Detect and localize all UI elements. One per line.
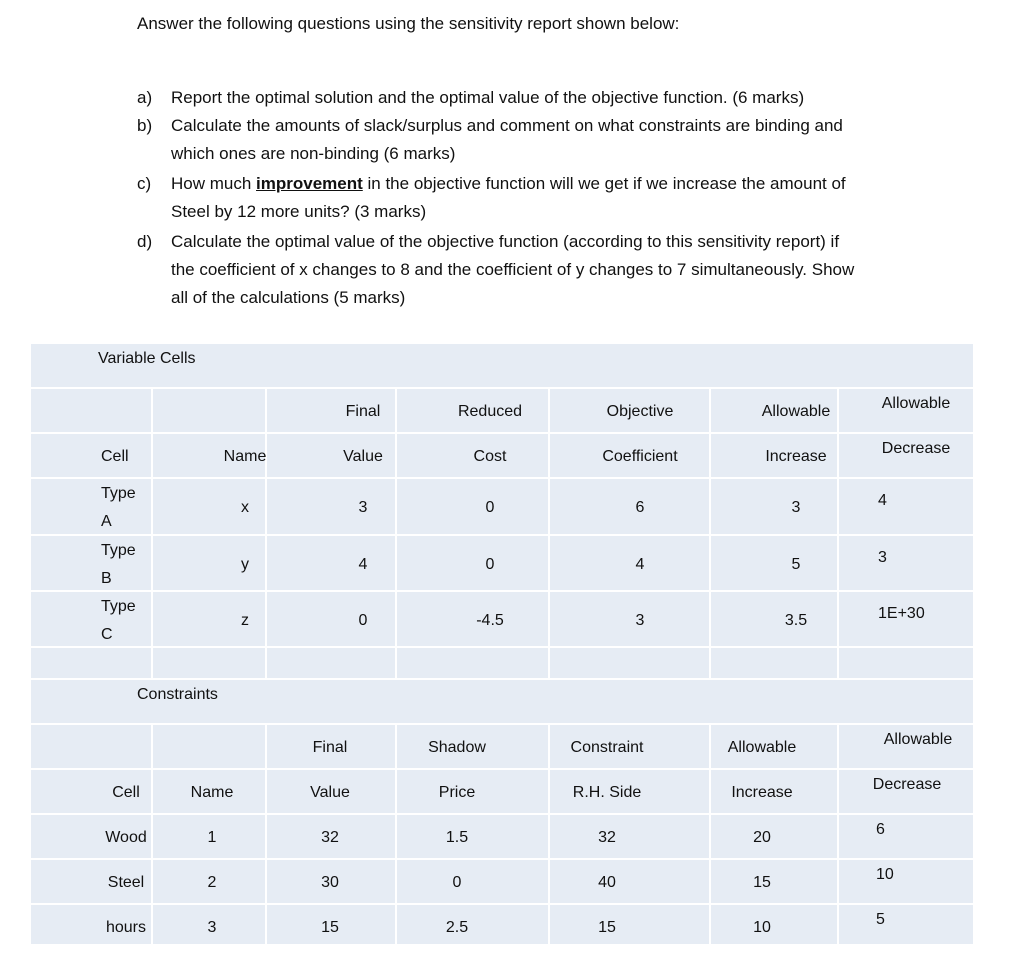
allowable-decrease: 6 <box>876 821 885 838</box>
shadow-price: 2.5 <box>445 919 469 936</box>
header-coefficient: Coefficient <box>602 448 678 465</box>
reduced-cost: 0 <box>485 556 495 573</box>
header-cell: Cell <box>112 784 140 801</box>
variable-cells-title: Variable Cells <box>98 350 196 367</box>
header-increase: Increase <box>731 784 793 801</box>
variable-name: y <box>241 556 249 573</box>
header-constraint: Constraint <box>570 739 644 756</box>
header-allowable-decrease: Allowable <box>883 731 953 748</box>
allowable-increase: 3 <box>791 499 801 516</box>
improvement-emphasis: improvement <box>256 174 363 193</box>
shadow-price: 0 <box>452 874 462 891</box>
allowable-increase: 10 <box>753 919 771 936</box>
question-text: Report the optimal solution and the optimal value of the objective function. (6 marks) <box>171 88 805 107</box>
final-value: 0 <box>358 612 368 629</box>
cell-label: Type <box>101 485 136 502</box>
question-text: How much improvement in the objective function will we get if we increase the amount of Steel by 12 more units? (3 marks) <box>171 174 846 221</box>
variable-name: z <box>241 612 249 629</box>
header-final: Final <box>345 403 381 420</box>
objective-coefficient: 3 <box>635 612 645 629</box>
constraints-header-row-2 <box>31 770 975 815</box>
cell-label: A <box>101 513 112 530</box>
allowable-increase: 20 <box>753 829 771 846</box>
question-text: Calculate the amounts of slack/surplus and comment on what constraints are binding and which ones are non-binding (6 marks) <box>171 116 843 163</box>
header-name: Name <box>223 448 267 465</box>
question-label: a) <box>137 88 153 107</box>
rh-side: 15 <box>598 919 616 936</box>
final-value: 4 <box>358 556 368 573</box>
header-objective: Objective <box>606 403 674 420</box>
header-cell: Cell <box>101 448 129 465</box>
constraint-cell: hours <box>105 919 147 936</box>
final-value: 32 <box>321 829 339 846</box>
allowable-decrease: 5 <box>876 911 885 928</box>
reduced-cost: 0 <box>485 499 495 516</box>
instructions: Answer the following questions using the sensitivity report shown below: <box>137 14 680 33</box>
constraint-name: 2 <box>207 874 217 891</box>
header-name: Name <box>190 784 234 801</box>
table-row <box>31 905 975 946</box>
question-label: c) <box>137 174 152 193</box>
constraint-cell: Steel <box>107 874 145 891</box>
allowable-decrease: 4 <box>878 492 887 509</box>
allowable-increase: 15 <box>753 874 771 891</box>
allowable-decrease: 10 <box>876 866 894 883</box>
table-row <box>31 479 975 536</box>
reduced-cost: -4.5 <box>476 612 504 629</box>
cell-label: Type <box>101 542 136 559</box>
sensitivity-report-table <box>31 344 975 946</box>
question-label: d) <box>137 232 153 251</box>
constraint-name: 3 <box>207 919 217 936</box>
spacer-row <box>31 648 975 680</box>
rh-side: 40 <box>598 874 616 891</box>
header-increase: Increase <box>765 448 827 465</box>
allowable-decrease: 1E+30 <box>878 605 925 622</box>
header-shadow: Shadow <box>428 739 486 756</box>
cell-label: B <box>101 570 112 587</box>
header-decrease: Decrease <box>872 776 942 793</box>
header-decrease: Decrease <box>881 440 951 457</box>
header-allowable-increase: Allowable <box>761 403 831 420</box>
objective-coefficient: 4 <box>635 556 645 573</box>
table-row <box>31 815 975 860</box>
header-price: Price <box>438 784 476 801</box>
final-value: 3 <box>358 499 368 516</box>
allowable-increase: 3.5 <box>784 612 808 629</box>
allowable-decrease: 3 <box>878 549 887 566</box>
header-reduced: Reduced <box>457 403 523 420</box>
header-value: Value <box>343 448 383 465</box>
header-cost: Cost <box>473 448 507 465</box>
constraint-cell: Wood <box>105 829 147 846</box>
header-allowable-increase: Allowable <box>727 739 797 756</box>
shadow-price: 1.5 <box>445 829 469 846</box>
header-final: Final <box>312 739 348 756</box>
header-rh-side: R.H. Side <box>572 784 642 801</box>
header-value: Value <box>310 784 350 801</box>
header-allowable-decrease: Allowable <box>881 395 951 412</box>
final-value: 30 <box>321 874 339 891</box>
final-value: 15 <box>321 919 339 936</box>
constraints-header-row-1 <box>31 725 975 770</box>
constraints-title: Constraints <box>137 686 218 703</box>
objective-coefficient: 6 <box>635 499 645 516</box>
table-row <box>31 536 975 592</box>
question-text: Calculate the optimal value of the objective function (according to this sensitivity report) if the coefficient of x changes to 8 and the coefficient of y changes to 7 simultaneously. Show all of the calculations (5 marks) <box>171 232 855 307</box>
cell-label: C <box>101 626 113 643</box>
allowable-increase: 5 <box>791 556 801 573</box>
variable-name: x <box>241 499 249 516</box>
table-row <box>31 860 975 905</box>
cell-label: Type <box>101 598 136 615</box>
rh-side: 32 <box>598 829 616 846</box>
constraint-name: 1 <box>207 829 217 846</box>
question-label: b) <box>137 116 153 135</box>
